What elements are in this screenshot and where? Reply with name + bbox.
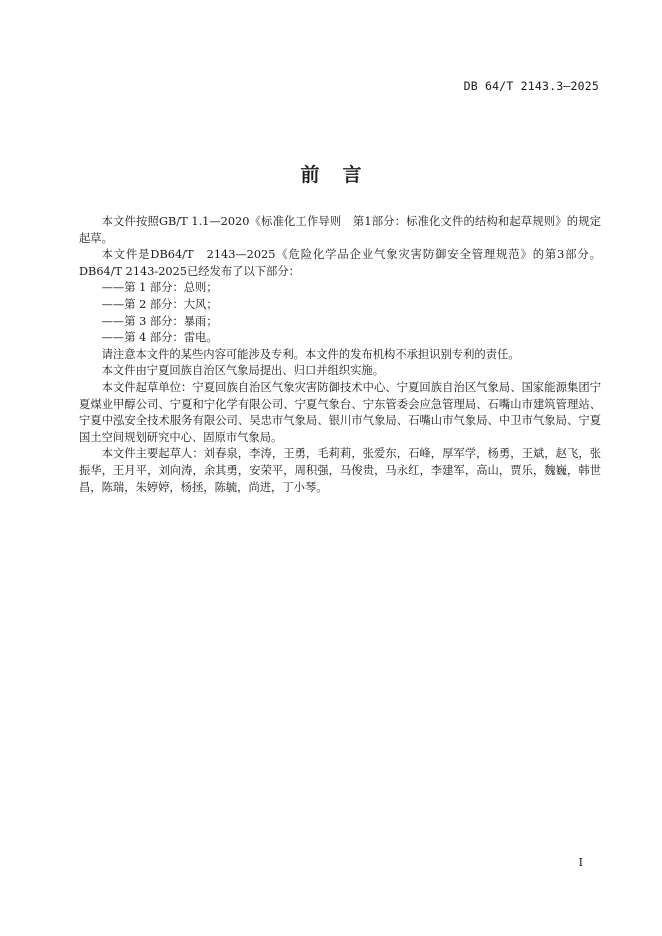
list-item: ——第 1 部分：总则； bbox=[101, 281, 218, 295]
list-item: ——第 4 部分：雷电。 bbox=[101, 331, 218, 345]
document-code: DB 64/T 2143.3—2025 bbox=[463, 79, 599, 93]
page-number: I bbox=[578, 856, 583, 869]
page-title: 前言 bbox=[300, 164, 385, 186]
paragraph-patent-notice: 请注意本文件的某些内容可能涉及专利。本文件的发布机构不承担识别专利的责任。 bbox=[101, 347, 520, 361]
paragraph-series-info: 本文件是DB64/T 2143—2025《危险化学品企业气象灾害防御安全管理规范》的第3部分。DB64/T 2143-2025已经发布了以下部分： bbox=[79, 248, 601, 278]
list-item: ——第 2 部分：大风； bbox=[101, 297, 218, 311]
paragraph-drafters: 本文件主要起草人：刘春泉，李涛，王勇，毛莉莉，张爱东，石峰，厚军学，杨勇，王斌，赵飞，张振华，王月平，刘向涛，余其勇，安荣平，周积强，马俊贵，马永红，李建军，高山，贾乐，魏巍，韩世昌，陈瑞，朱婷婷，杨拯，陈毓，尚进，丁小琴。 bbox=[79, 447, 601, 494]
paragraph-drafting-rules: 本文件按照GB/T 1.1—2020《标准化工作导则 第1部分：标准化文件的结构和起草规则》的规定起草。 bbox=[79, 215, 601, 245]
paragraph-proposer: 本文件由宁夏回族自治区气象局提出、归口并组织实施。 bbox=[101, 364, 385, 378]
document-body bbox=[79, 214, 601, 496]
paragraph-drafting-units: 本文件起草单位：宁夏回族自治区气象灾害防御技术中心、宁夏回族自治区气象局、国家能源集团宁夏煤业甲醇公司、宁夏和宁化学有限公司、宁夏气象台、宁东管委会应急管理局、石嘴山市建筑管理站、宁夏中泓安全技术服务有限公司、吴忠市气象局、银川市气象局、石嘴山市气象局、中卫市气象局、宁夏国土空间规划研究中心、固原市气象局。 bbox=[79, 380, 601, 444]
list-item: ——第 3 部分：暴雨； bbox=[101, 314, 218, 328]
